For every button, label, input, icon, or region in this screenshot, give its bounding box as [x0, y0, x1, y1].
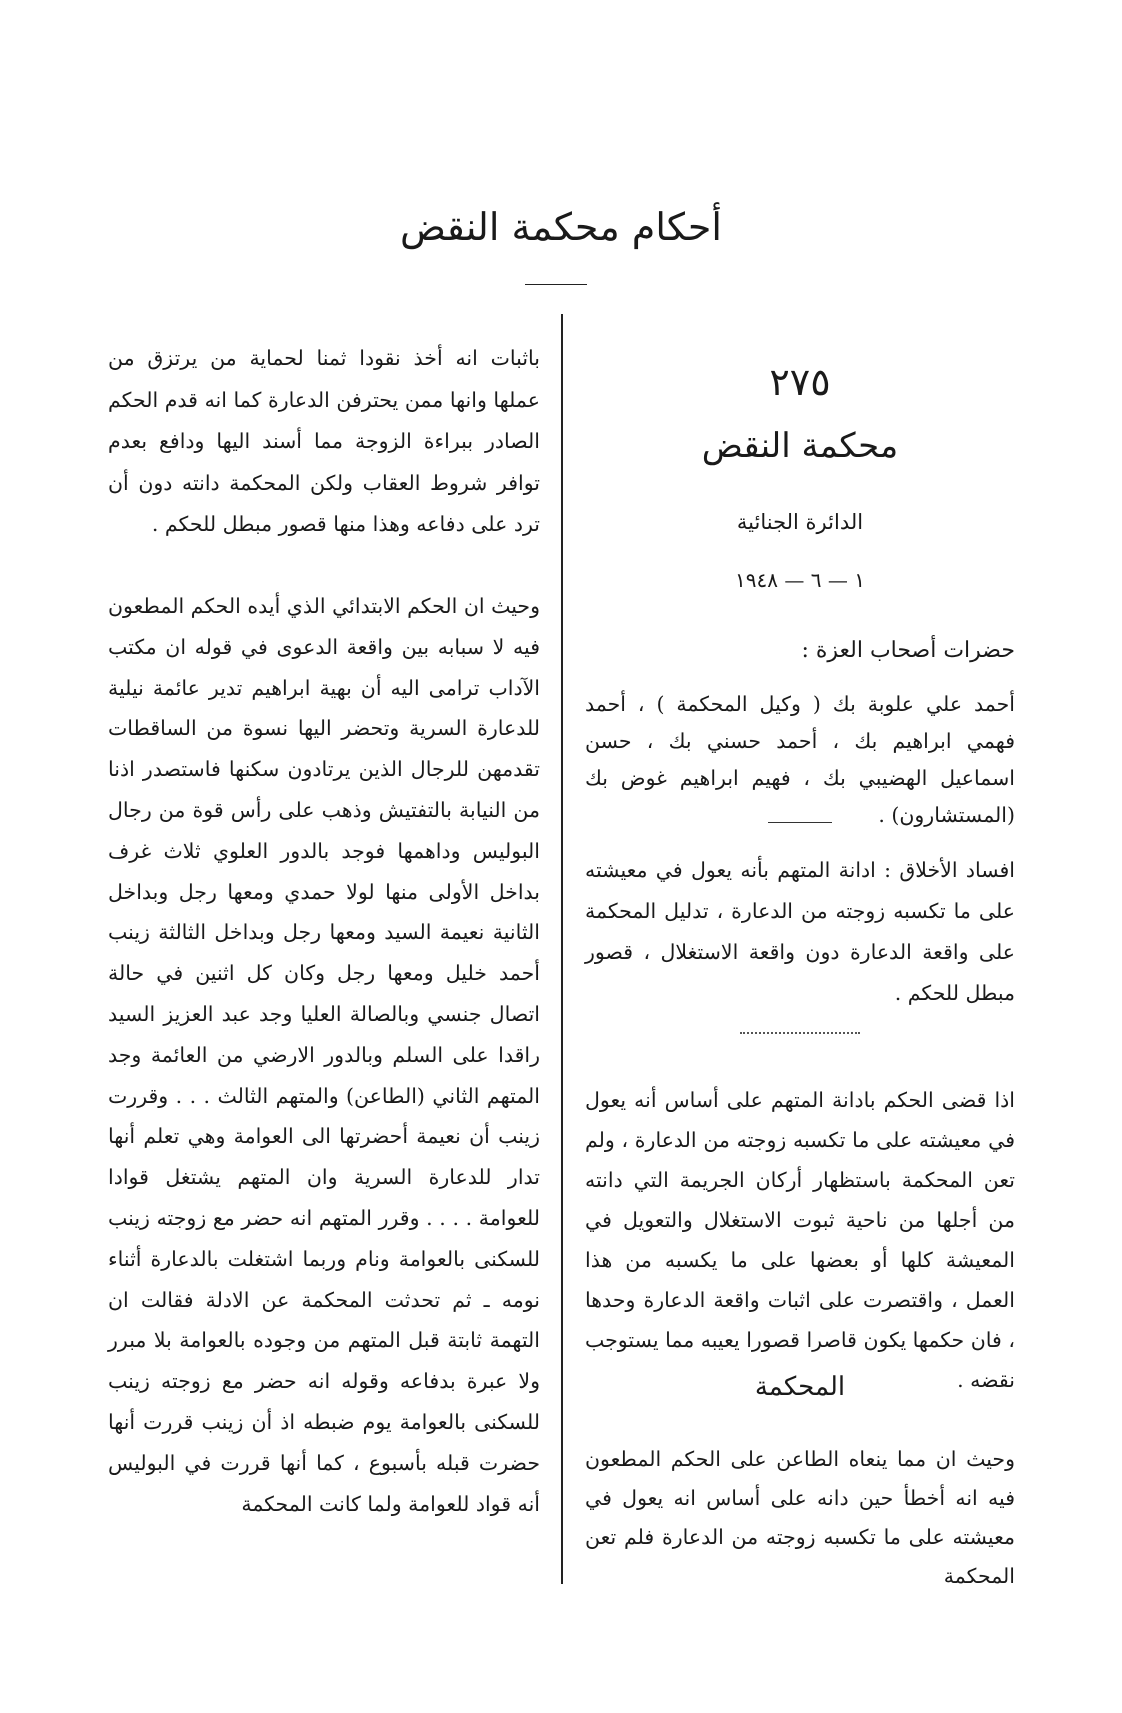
legal-principle: اذا قضى الحكم بادانة المتهم على أساس أنه يعول في معيشته على ما تكسبه زوجته من الدعارة ، ولم تعن المحكمة باستظهار أركان الجريمة التي دانته من أجلها من ناحية ثبوت الاستغلال والتعويل في المعيشة كلها أو بعضها على ما يكسبه من هذا العمل ، واقتصرت على اثبات واقعة الدعارة وحدها ، فان حكمها يكون قاصرا قصورا يعيبه مما يستوجب نقضه .: [585, 1088, 1015, 1392]
column-divider: [561, 314, 563, 1584]
court-section-heading: المحكمة: [754, 1372, 846, 1402]
court-name: محكمة النقض: [701, 426, 899, 466]
page-header-title: أحكام محكمة النقض: [400, 205, 722, 249]
session-date: ١ — ٦ — ١٩٤٨: [735, 568, 865, 592]
judges-heading: حضرات أصحاب العزة :: [801, 638, 1015, 663]
case-number: ٢٧٥: [769, 360, 831, 404]
judges-list: أحمد علي علوبة بك ( وكيل المحكمة ) ، أحمد فهمي ابراهيم بك ، أحمد حسني بك ، حسن اسماعيل الهضيبي بك ، فهيم ابراهيم غوض بك (المستشارون) .: [585, 692, 1015, 827]
circuit-name: الدائرة الجنائية: [736, 510, 864, 534]
header-rule: [525, 284, 587, 285]
left-paragraph-1: باثبات انه أخذ نقودا ثمنا لحماية من يرتزق من عملها وانها ممن يحترفن الدعارة كما انه قدم الحكم الصادر ببراءة الزوجة مما أسند اليها ودافع بعدم توافر شروط العقاب ولكن المحكمة دانته دون أن ترد على دفاعه وهذا منها قصور مبطل للحكم .: [108, 346, 540, 536]
left-paragraph-2: وحيث ان الحكم الابتدائي الذي أيده الحكم المطعون فيه لا سبابه بين واقعة الدعوى في قوله ان مكتب الآداب ترامى اليه أن بهية ابراهيم تدير عائمة نيلية للدعارة السرية وتحضر اليها نسوة من الساقطات تقدمهن للرجال الذين يرتادون سكنها فاستصدر اذنا من النيابة بالتفتيش وذهب على رأس قوة من رجال البوليس وداهمها فوجد بالدور العلوي ثلاث غرف بداخل الأولى منها لولا حمدي ومعها رجل وبداخل الثانية نعيمة السيد ومعها رجل وبداخل الثالثة زينب أحمد خليل ومعها رجل وكان كل اثنين في حالة اتصال جنسي وبالصالة العليا وجد عبد العزيز السيد راقدا على السلم وبالدور الارضي من العائمة وجد المتهم الثاني (الطاعن) والمتهم الثالث . . . وقررت زينب أن نعيمة أحضرتها الى العوامة وهي تعلم أنها تدار للدعارة السرية وان المتهم يشتغل قوادا للعوامة . . . . وقرر المتهم انه حضر مع زوجته زينب للسكنى بالعوامة ونام وربما اشتغلت بالدعارة أثناء نومه ـ ثم تحدثت المحكمة عن الادلة فقالت ان التهمة ثابتة قبل المتهم من وجوده بالعوامة بلا مبرر ولا عبرة بدفاعه وقوله انه حضر مع زوجته زينب للسكنى بالعوامة يوم ضبطه اذ أن زينب قررت أنها حضرت قبله بأسبوع ، كما أنها قررت في البوليس أنه قواد للعوامة ولما كانت المحكمة: [108, 594, 540, 1516]
dotted-separator: [740, 1032, 860, 1034]
section-rule: [768, 822, 832, 823]
case-summary: افساد الأخلاق : ادانة المتهم بأنه يعول في معيشته على ما تكسبه زوجته من الدعارة ، تدليل المحكمة على واقعة الدعارة دون واقعة الاستغلال ، قصور مبطل للحكم .: [585, 858, 1015, 1005]
court-reasoning: وحيث ان مما ينعاه الطاعن على الحكم المطعون فيه انه أخطأ حين دانه على أساس انه يعول في معيشته على ما تكسبه زوجته من الدعارة فلم تعن المحكمة: [585, 1447, 1015, 1588]
